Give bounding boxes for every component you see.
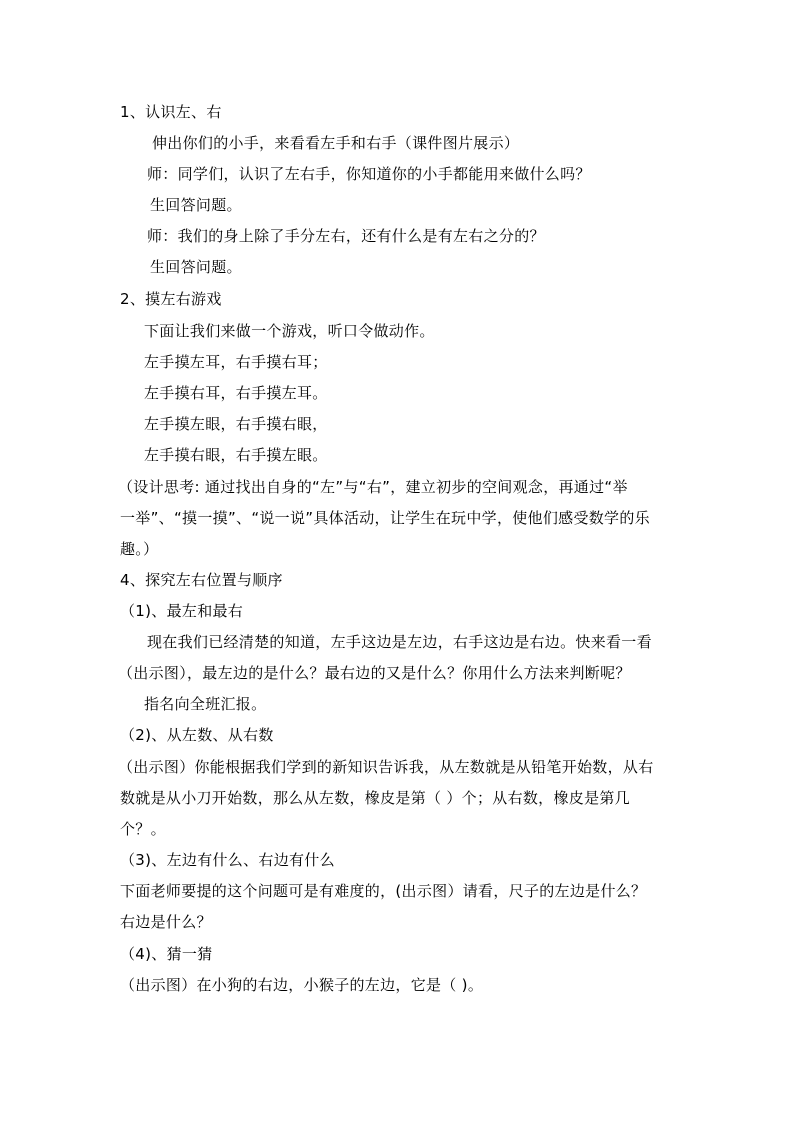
subheading: （2)、从左数、从右数 <box>120 726 274 744</box>
game-instruction: 左手摸左耳，右手摸右耳； <box>144 353 328 371</box>
paragraph-line: （出示图），最左边的是什么？最右边的又是什么？你用什么方法来判断呢？ <box>118 664 631 682</box>
subheading: （1)、最左和最右 <box>120 602 244 620</box>
paragraph-line: 现在我们已经清楚的知道，左手这边是左边，右手这边是右边。快来看一看 <box>147 633 652 651</box>
paragraph-line: 生回答问题。 <box>150 258 242 276</box>
game-instruction: 左手摸左眼，右手摸右眼， <box>144 415 328 433</box>
paragraph-line: 下面让我们来做一个游戏，听口令做动作。 <box>144 322 435 340</box>
design-note-line: 一举”、“摸一摸”、“说一说”具体活动，让学生在玩中学，使他们感受数学的乐 <box>120 509 650 527</box>
heading-2: 2、摸左右游戏 <box>120 290 222 308</box>
design-note-line: （设计思考: 通过找出自身的“左”与“右”，建立初步的空间观念，再通过“举 <box>118 478 628 496</box>
subheading: （3)、左边有什么、右边有什么 <box>120 851 335 869</box>
design-note-line: 趣。） <box>120 540 159 558</box>
paragraph-line: （出示图）在小狗的右边，小猴子的左边，它是（ )。 <box>120 976 484 994</box>
paragraph-line: 指名向全班汇报。 <box>144 695 267 713</box>
paragraph-line: 师：同学们，认识了左右手，你知道你的小手都能用来做什么吗？ <box>147 165 591 183</box>
paragraph-line: 右边是什么？ <box>120 913 212 931</box>
paragraph-line: 生回答问题。 <box>150 196 242 214</box>
subheading: （4)、猜一猜 <box>120 945 213 963</box>
paragraph-line: 数就是从小刀开始数，那么从左数，橡皮是第（ ）个；从右数，橡皮是第几 <box>120 789 630 807</box>
paragraph-line: 下面老师要提的这个问题可是有难度的，(出示图）请看，尺子的左边是什么？ <box>120 882 647 900</box>
paragraph-line: 个？。 <box>120 820 166 838</box>
paragraph-line: （出示图）你能根据我们学到的新知识告诉我，从左数就是从铅笔开始数，从右 <box>118 758 654 776</box>
game-instruction: 左手摸右眼，右手摸左眼。 <box>144 446 328 464</box>
heading-1: 1、认识左、右 <box>120 103 222 121</box>
heading-4: 4、探究左右位置与顺序 <box>120 571 283 589</box>
paragraph-line: 伸出你们的小手，来看看左手和右手（课件图片展示） <box>152 134 520 152</box>
game-instruction: 左手摸右耳，右手摸左耳。 <box>144 384 328 402</box>
paragraph-line: 师：我们的身上除了手分左右，还有什么是有左右之分的？ <box>147 227 545 245</box>
